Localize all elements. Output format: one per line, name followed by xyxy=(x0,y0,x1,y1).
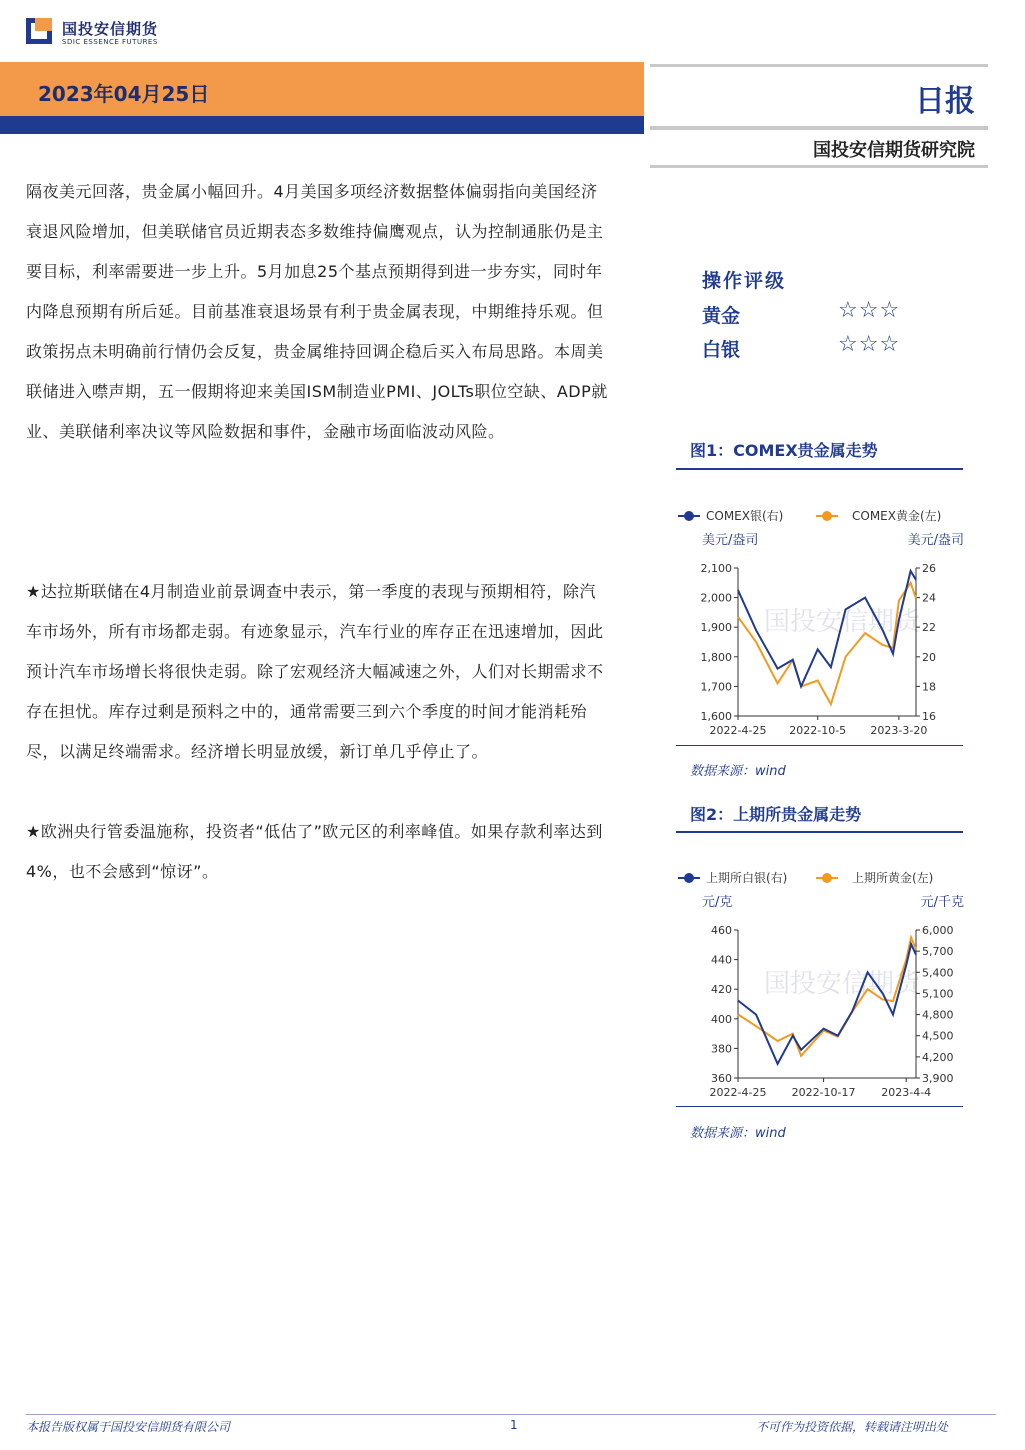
comex-chart xyxy=(676,500,966,745)
shfe-chart xyxy=(676,862,966,1106)
left-tick-label: 1,700 xyxy=(700,680,732,694)
left-tick-label: 1,800 xyxy=(700,650,732,664)
logo-text-cn: 国投安信期货 xyxy=(62,20,159,38)
left-tick-label: 420 xyxy=(711,983,732,997)
figure-2-rule xyxy=(676,831,963,833)
figure-1-rule xyxy=(676,468,963,470)
right-tick-label: 6,000 xyxy=(922,924,954,937)
x-tick-label: 2023-3-20 xyxy=(870,724,928,737)
figure-2-source: 数据来源：wind xyxy=(690,1126,786,1141)
x-tick-label: 2022-4-25 xyxy=(709,1086,767,1099)
left-tick-label: 400 xyxy=(711,1012,732,1026)
watermark: 国投安信期货 xyxy=(764,969,921,999)
footer-copyright: 本报告版权属于国投安信期货有限公司 xyxy=(26,1420,231,1434)
legend-label: 上期所白银(右) xyxy=(706,871,788,885)
left-tick-label: 380 xyxy=(711,1042,732,1056)
right-tick-label: 22 xyxy=(922,621,936,635)
right-tick-label: 20 xyxy=(922,650,936,664)
x-tick-label: 2023-4-4 xyxy=(881,1086,932,1099)
figure-2-title: 图2：上期所贵金属走势 xyxy=(690,805,862,824)
left-axis-unit: 美元/盎司 xyxy=(702,533,759,548)
rating-title: 操作评级 xyxy=(702,270,787,292)
paragraph-summary: 隔夜美元回落，贵金属小幅回升。4月美国多项经济数据整体偏弱指向美国经济衰退风险增加，但美联储官员近期表态多数维持偏鹰观点，认为控制通胀仍是主要目标，利率需要进一步上升。5月加息25个基点预期得到进一步夯实，同时年内降息预期有所后延。目前基准衰退场景有利于贵金属表现，中期维持乐观。但政策拐点未明确前行情仍会反复，贵金属维持回调企稳后买入布局思路。本周美联储进入噤声期，五一假期将迎来美国ISM制造业PMI、JOLTs职位空缺、ADP就业、美联储利率决议等风险数据和事件，金融市场面临波动风险。 xyxy=(26,182,608,441)
legend-swatch-marker xyxy=(822,873,832,883)
left-tick-label: 2,100 xyxy=(700,562,732,575)
report-date: 2023年04月25日 xyxy=(38,82,210,106)
page-number: 1 xyxy=(510,1418,518,1432)
logo-text-en: SDIC ESSENCE FUTURES xyxy=(62,38,158,46)
right-axis-unit: 元/千克 xyxy=(920,895,964,910)
right-tick-label: 5,700 xyxy=(922,945,954,959)
right-tick-label: 24 xyxy=(922,591,936,605)
watermark: 国投安信期货 xyxy=(764,607,921,637)
footer-disclaimer: 不可作为投资依据，转载请注明出处 xyxy=(756,1420,949,1434)
right-tick-label: 4,500 xyxy=(922,1029,954,1043)
footer-divider xyxy=(26,1414,996,1415)
right-tick-label: 3,900 xyxy=(922,1072,954,1085)
left-tick-label: 1,600 xyxy=(700,710,732,723)
right-tick-label: 4,800 xyxy=(922,1008,954,1022)
left-tick-label: 2,000 xyxy=(700,591,732,605)
legend-swatch-marker xyxy=(684,873,694,883)
right-axis-unit: 美元/盎司 xyxy=(907,533,964,548)
figure-2-rule-bottom xyxy=(676,1106,963,1107)
figure-1-source: 数据来源：wind xyxy=(690,764,786,779)
x-tick-label: 2022-4-25 xyxy=(709,724,767,737)
series-line xyxy=(738,944,916,1064)
legend-label: COMEX银(右) xyxy=(706,509,784,523)
rating-silver-stars: ☆☆☆ xyxy=(838,332,901,357)
legend-label: COMEX黄金(左) xyxy=(852,509,942,523)
divider xyxy=(650,165,988,168)
left-tick-label: 460 xyxy=(711,924,732,937)
figure-1-title: 图1：COMEX贵金属走势 xyxy=(690,441,878,460)
company-logo-icon xyxy=(26,18,52,44)
left-tick-label: 440 xyxy=(711,953,732,967)
paragraph-ecb: ★欧洲央行管委温施称，投资者“低估了”欧元区的利率峰值。如果存款利率达到4%，也不会感到“惊讶”。 xyxy=(26,822,603,881)
x-tick-label: 2022-10-5 xyxy=(789,724,847,737)
right-tick-label: 26 xyxy=(922,562,936,575)
rating-gold-stars: ☆☆☆ xyxy=(838,298,901,323)
x-tick-label: 2022-10-17 xyxy=(791,1086,856,1099)
report-type: 日报 xyxy=(915,84,975,119)
legend-label: 上期所黄金(左) xyxy=(852,871,934,885)
legend-swatch-marker xyxy=(822,511,832,521)
figure-1-rule-bottom xyxy=(676,745,963,746)
right-tick-label: 5,400 xyxy=(922,966,954,980)
right-tick-label: 4,200 xyxy=(922,1050,954,1064)
divider xyxy=(650,126,988,130)
rating-silver-label: 白银 xyxy=(702,339,741,361)
right-tick-label: 18 xyxy=(922,680,936,694)
left-axis-unit: 元/克 xyxy=(702,895,733,910)
legend-swatch-marker xyxy=(684,511,694,521)
right-tick-label: 5,100 xyxy=(922,987,954,1001)
institute-name: 国投安信期货研究院 xyxy=(813,140,975,161)
left-tick-label: 1,900 xyxy=(700,621,732,635)
rating-gold-label: 黄金 xyxy=(702,305,741,327)
divider xyxy=(650,64,988,67)
left-tick-label: 360 xyxy=(711,1072,732,1085)
paragraph-dallas-fed: ★达拉斯联储在4月制造业前景调查中表示，第一季度的表现与预期相符，除汽车市场外，所有市场都走弱。有迹象显示，汽车行业的库存正在迅速增加，因此预计汽车市场增长将很快走弱。除了宏观经济大幅减速之外，人们对长期需求不存在担忧。库存过剩是预料之中的，通常需要三到六个季度的时间才能消耗殆尽，以满足终端需求。经济增长明显放缓，新订单几乎停止了。 xyxy=(26,582,604,761)
right-tick-label: 16 xyxy=(922,710,936,723)
header-band-stripe xyxy=(0,116,644,134)
